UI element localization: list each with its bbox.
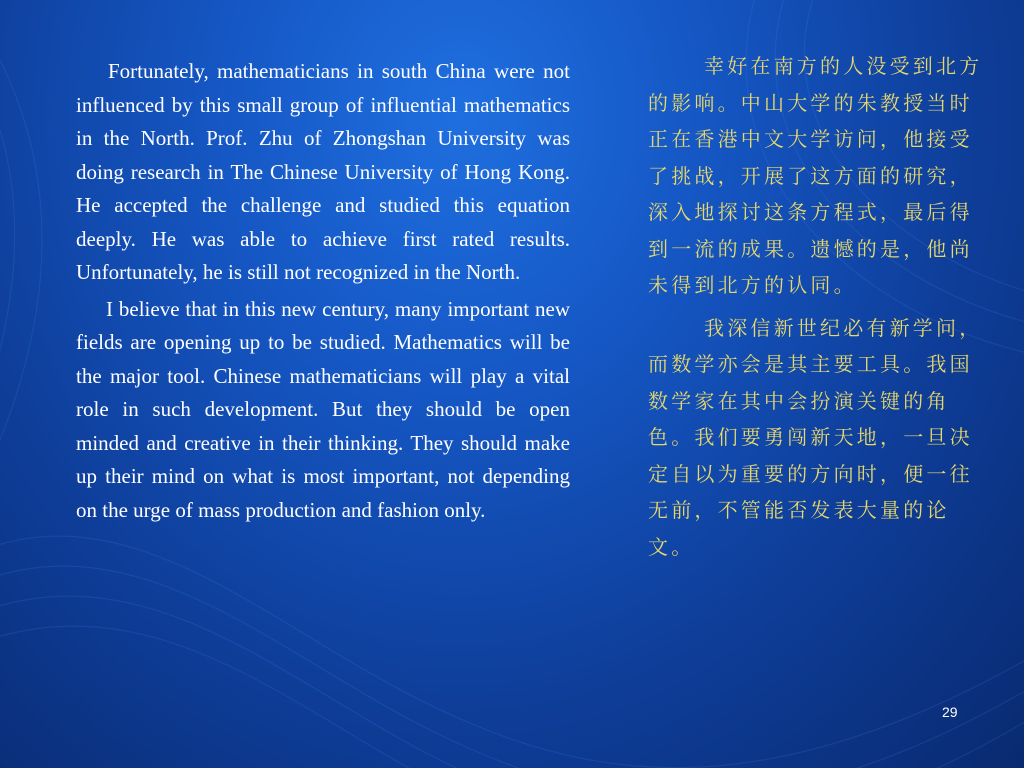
chinese-text-column [648, 48, 990, 571]
english-paragraph-1: Fortunately, mathematicians in south China were not influenced by this small group of influential mathematics in the North. Prof. Zhu of Zhongshan University was doing research in The Chinese University of Hong Kong. He accepted the challenge and studied this equation deeply. He was able to achieve first rated results. Unfortunately, he is still not recognized in the North. [76, 59, 570, 284]
chinese-paragraph-1: 幸好在南方的人没受到北方的影响。中山大学的朱教授当时正在香港中文大学访问，他接受了挑战，开展了这方面的研究，深入地探讨这条方程式，最后得到一流的成果。遗憾的是，他尚未得到北方的认同。 [648, 54, 983, 297]
english-text-column [76, 55, 570, 530]
chinese-paragraph-2: 我深信新世纪必有新学问，而数学亦会是其主要工具。我国数学家在其中会扮演关键的角色。我们要勇闯新天地，一旦决定自以为重要的方向时，便一往无前，不管能否发表大量的论文。 [648, 315, 983, 559]
page-number: 29 [942, 704, 958, 720]
english-paragraph-2: I believe that in this new century, many important new fields are opening up to be studied. Mathematics will be the major tool. Chinese mathematicians will play a vital role in such development. But they should be open minded and creative in their thinking. They should make up their mind on what is most important, not depending on the urge of mass production and fashion only. [76, 296, 570, 522]
